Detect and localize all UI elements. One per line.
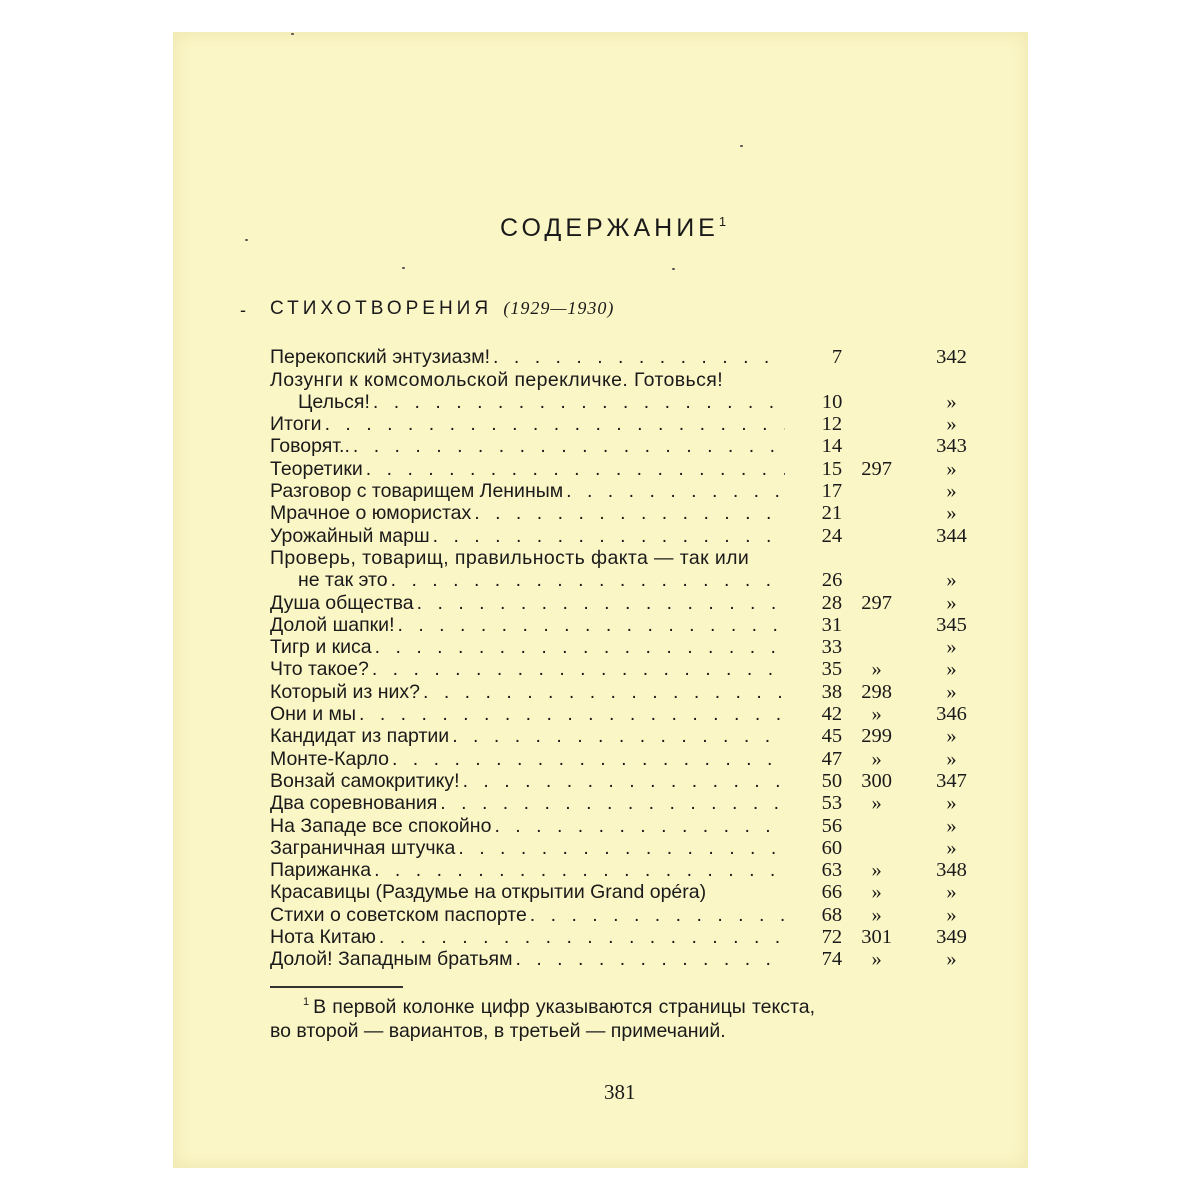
note-page-number: » [946, 903, 957, 926]
variant-page-number: 301 [861, 926, 892, 949]
toc-entry-title: Что такое? [270, 658, 369, 681]
variant-page-number: 297 [861, 457, 892, 480]
text-page-number: 28 [821, 591, 843, 614]
toc-entry [270, 569, 785, 591]
dot-leader [414, 592, 785, 614]
note-page-number: » [946, 792, 957, 815]
dot-leader [455, 837, 785, 859]
toc-row [270, 859, 982, 881]
note-page-number: » [946, 747, 957, 770]
toc-entry [270, 815, 785, 837]
toc-entry-title: Заграничная штучка [270, 836, 456, 859]
toc-row [270, 680, 982, 702]
toc-entry [270, 636, 785, 658]
toc-row [270, 948, 982, 970]
toc-entry [270, 948, 785, 970]
toc-entry [270, 725, 785, 747]
variant-page-number: 298 [861, 680, 892, 703]
dot-leader [372, 636, 785, 658]
toc-entry-title: Разговор с товарищем Лениным [270, 480, 564, 503]
page-title: СОДЕРЖАНИЕ$^1$ [500, 214, 727, 242]
text-page-number: 72 [821, 926, 843, 949]
toc-entry [270, 413, 785, 435]
note-page-number: 346 [936, 703, 967, 726]
section-heading [270, 298, 614, 320]
toc-entry-title: Долой! Западным братьям [270, 948, 513, 971]
section-years: (1929—1930) [503, 298, 615, 318]
toc-entry [270, 592, 785, 614]
toc-entry-title: Красавицы (Раздумье на открытии Grand opéra) [270, 881, 707, 904]
toc-entry-title: Парижанка [270, 859, 372, 882]
note-page-number: » [946, 569, 957, 592]
footnote-rule [270, 986, 403, 988]
text-page-number: 7 [831, 346, 843, 369]
variant-page-number: » [871, 948, 882, 971]
dot-leader [460, 770, 785, 792]
text-page-number: 45 [821, 725, 843, 748]
print-speck [402, 267, 405, 269]
footnote-text: В первой колонке цифр указываются страницы текста, во второй — вариантов, в третьей — примечаний. [270, 996, 815, 1042]
dot-leader [471, 502, 785, 524]
text-page-number: 50 [821, 769, 843, 792]
text-page-number: 26 [821, 569, 843, 592]
toc-row [270, 368, 982, 390]
text-page-number: 14 [821, 435, 843, 458]
toc-entry-title: Целься! [298, 390, 370, 413]
page-number: 381 [604, 1080, 636, 1104]
note-page-number: » [946, 836, 957, 859]
dot-leader [350, 435, 785, 457]
dot-leader [389, 748, 785, 770]
dot-leader [563, 480, 785, 502]
toc-row [270, 636, 982, 658]
toc-row [270, 703, 982, 725]
toc-entry [270, 391, 785, 413]
footnote [270, 990, 815, 1043]
note-page-number: » [946, 814, 957, 837]
toc-entry [270, 881, 785, 903]
text-page-number: 60 [821, 836, 843, 859]
variant-page-number: » [871, 859, 882, 882]
toc-entry-title: Лозунги к комсомольской перекличке. Готовься! [270, 368, 724, 391]
variant-page-number: » [871, 792, 882, 815]
toc-row [270, 881, 982, 903]
toc-entry [270, 770, 785, 792]
dot-leader [369, 658, 785, 680]
text-page-number: 38 [821, 680, 843, 703]
toc-row [270, 658, 982, 680]
toc-entry [270, 458, 785, 480]
text-page-number: 47 [821, 747, 843, 770]
print-speck [291, 33, 294, 35]
text-page-number: 17 [821, 480, 843, 503]
variant-page-number: » [871, 747, 882, 770]
text-page-number: 42 [821, 703, 843, 726]
note-page-number: » [946, 457, 957, 480]
toc-entry-title: Тигр и киса [270, 636, 372, 659]
dot-leader [491, 815, 784, 837]
toc-entry [270, 658, 785, 680]
toc-entry-title: Два соревнования [270, 792, 438, 815]
toc-entry [270, 703, 785, 725]
text-page-number: 31 [821, 613, 843, 636]
dot-leader [513, 948, 785, 970]
dot-leader [490, 346, 785, 368]
variant-page-number: » [871, 703, 882, 726]
toc-entry-title: не так это [298, 569, 388, 592]
dot-leader [388, 569, 786, 591]
variant-page-number: » [871, 903, 882, 926]
toc-entry-title: Урожайный марш [270, 524, 430, 547]
toc-entry-title: Итоги [270, 413, 322, 436]
toc-row [270, 614, 982, 636]
text-page-number: 10 [821, 390, 843, 413]
dot-leader [322, 413, 785, 435]
dot-leader [394, 614, 784, 636]
toc-entry [270, 525, 785, 547]
dot-leader [363, 458, 785, 480]
note-page-number: » [946, 948, 957, 971]
dot-leader [370, 391, 785, 413]
toc-row [270, 792, 982, 814]
toc-entry [270, 346, 785, 368]
text-page-number: 56 [821, 814, 843, 837]
print-speck [245, 239, 248, 241]
note-page-number: 343 [936, 435, 967, 458]
note-page-number: 342 [936, 346, 967, 369]
toc-entry [270, 926, 785, 948]
dot-leader [437, 792, 785, 814]
note-page-number: » [946, 413, 957, 436]
toc-entry [270, 837, 785, 859]
dot-leader [356, 703, 785, 725]
text-page-number: 63 [821, 859, 843, 882]
print-speck [672, 268, 675, 270]
text-page-number: 74 [821, 948, 843, 971]
toc-entry [270, 792, 785, 814]
dot-leader [376, 926, 785, 948]
table-of-contents [270, 346, 982, 970]
toc-entry-title: Который из них? [270, 680, 421, 703]
toc-row [270, 547, 982, 569]
variant-page-number: » [871, 881, 882, 904]
toc-entry-title: Монте-Карло [270, 747, 389, 770]
note-page-number: » [946, 881, 957, 904]
note-page-number: » [946, 725, 957, 748]
toc-row [270, 837, 982, 859]
toc-entry-title: Душа общества [270, 591, 414, 614]
note-page-number: 349 [936, 926, 967, 949]
toc-row [270, 480, 982, 502]
text-page-number: 35 [821, 658, 843, 681]
text-page-number: 21 [821, 502, 843, 525]
dot-leader [527, 904, 785, 926]
text-page-number: 24 [821, 524, 843, 547]
toc-entry [270, 748, 785, 770]
toc-entry-title: Мрачное о юмористах [270, 502, 472, 525]
toc-row [270, 591, 982, 613]
toc-entry [270, 681, 785, 703]
toc-entry-title: Вонзай самокритику! [270, 769, 460, 792]
variant-page-number: 299 [861, 725, 892, 748]
note-page-number: 345 [936, 613, 967, 636]
toc-row [270, 391, 982, 413]
note-page-number: 344 [936, 524, 967, 547]
toc-row [270, 435, 982, 457]
toc-entry-title: Проверь, товарищ, правильность факта — так или [270, 546, 750, 569]
toc-row [270, 457, 982, 479]
toc-row [270, 569, 982, 591]
toc-row [270, 502, 982, 524]
toc-row [270, 413, 982, 435]
toc-entry-title: Нота Китаю [270, 926, 376, 949]
toc-entry-title: На Западе все спокойно [270, 814, 492, 837]
footnote-mark: 1 [303, 996, 310, 1008]
text-page-number: 33 [821, 636, 843, 659]
toc-entry [270, 859, 785, 881]
text-page-number: 12 [821, 413, 843, 436]
section-marker: - [240, 300, 246, 320]
toc-entry [270, 614, 785, 636]
toc-row [270, 770, 982, 792]
title-footnote-mark: 1 [718, 214, 727, 229]
toc-entry-title: Теоретики [270, 457, 363, 480]
dot-leader [449, 725, 785, 747]
variant-page-number: 300 [861, 769, 892, 792]
toc-entry [270, 435, 785, 457]
variant-page-number: » [871, 658, 882, 681]
toc-entry [270, 369, 785, 391]
toc-entry [270, 904, 785, 926]
toc-entry-title: Стихи о советском паспорте [270, 903, 527, 926]
toc-entry-title: Долой шапки! [270, 613, 395, 636]
toc-entry-title: Кандидат из партии [270, 725, 450, 748]
note-page-number: » [946, 502, 957, 525]
text-page-number: 66 [821, 881, 843, 904]
toc-row [270, 725, 982, 747]
toc-entry-title: Перекопский энтузиазм! [270, 346, 491, 369]
toc-row [270, 747, 982, 769]
note-page-number: 347 [936, 769, 967, 792]
toc-entry [270, 547, 785, 569]
note-page-number: » [946, 636, 957, 659]
toc-row [270, 524, 982, 546]
toc-row [270, 346, 982, 368]
section-title: СТИХОТВОРЕНИЯ [270, 298, 493, 319]
note-page-number: » [946, 591, 957, 614]
note-page-number: » [946, 680, 957, 703]
toc-row [270, 926, 982, 948]
variant-page-number: 297 [861, 591, 892, 614]
toc-entry-title: Они и мы [270, 703, 356, 726]
dot-leader [371, 859, 785, 881]
note-page-number: » [946, 390, 957, 413]
text-page-number: 53 [821, 792, 843, 815]
note-page-number: 348 [936, 859, 967, 882]
dot-leader [420, 681, 785, 703]
note-page-number: » [946, 480, 957, 503]
text-page-number: 68 [821, 903, 843, 926]
toc-entry [270, 480, 785, 502]
print-speck [740, 145, 743, 147]
toc-entry [270, 502, 785, 524]
toc-row [270, 814, 982, 836]
text-page-number: 15 [821, 457, 843, 480]
toc-entry-title: Говорят.. [270, 435, 350, 458]
note-page-number: » [946, 658, 957, 681]
dot-leader [430, 525, 785, 547]
toc-row [270, 903, 982, 925]
